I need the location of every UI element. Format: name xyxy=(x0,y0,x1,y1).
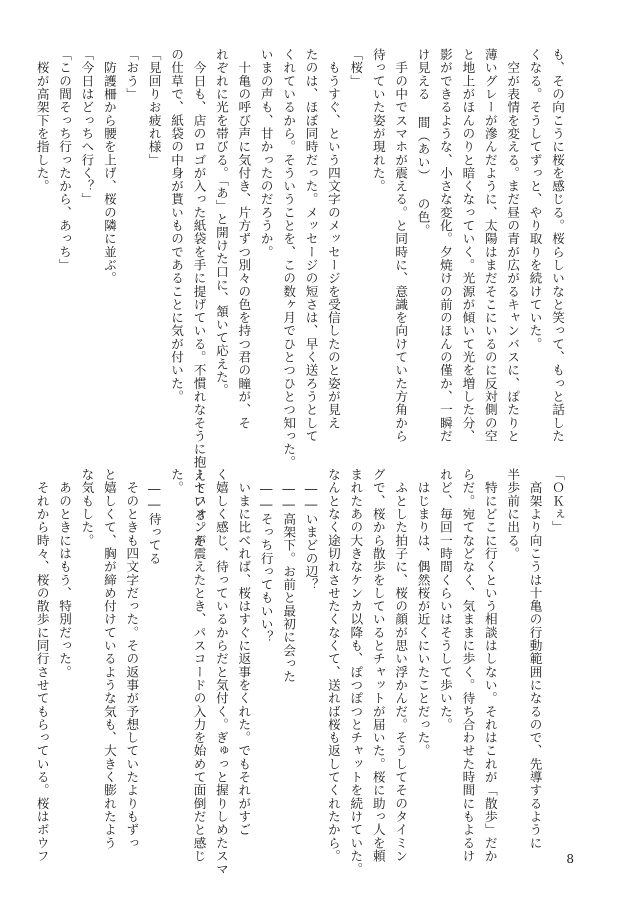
text-line: と地上がほんのりと暗くなっていく。光源が傾いて光を増した分、 xyxy=(460,48,476,443)
text-line: れぞれに光を帯びる。「あ」と開けた口に、頷いて応えた。 xyxy=(213,48,229,397)
text-line: ――待ってる xyxy=(146,468,162,565)
text-line: け見える 間（あい） の色。 xyxy=(415,48,431,237)
text-line: 高架より向こうは十亀の行動範囲になるので、先導するように xyxy=(527,468,543,850)
text-line: 桜が高架下を指した。 xyxy=(34,48,50,193)
text-line: の仕草で、紙袋の中身が貰いものであることに気が付いた。 xyxy=(169,48,185,404)
text-line: まれたあの大きなケンカ以降も、ぽつぽつとチャットを続けていた。 xyxy=(348,468,364,876)
text-line: ――高架下。お前と最初に会った xyxy=(281,468,297,684)
text-line: 「桜」 xyxy=(348,48,364,88)
text-line: と嬉しくて、胸が締め付けているような気も、大きく膨れたよう xyxy=(101,468,117,850)
bottom-text-block xyxy=(34,468,568,876)
text-line: ふとした拍子に、桜の顔が思い浮かんだ。そうしてそのタイミン xyxy=(393,468,409,863)
text-line: な気もした。 xyxy=(79,468,95,547)
text-line: ――いまどの辺？ xyxy=(303,468,319,592)
text-line: たのは、ほぼ同時だった。メッセージの短さは、早く送ろうとして xyxy=(303,48,319,443)
page-number: 8 xyxy=(566,852,574,866)
text-line: なんとなく途切れさせたくなくて、送れば桜も返してくれたから。 xyxy=(325,468,341,863)
text-line: 「この間そっち行ったから、あっち」 xyxy=(57,48,73,272)
text-line: 待っていた姿が現れた。 xyxy=(370,48,386,193)
text-line: グで、桜から散歩をしているとチャットが届いた。桜に助っ人を頼 xyxy=(370,468,386,863)
text-line: くれているから。そういうことを、この数ヶ月でひとつひとつ知った。 xyxy=(281,48,297,469)
text-line: そのときも四文字だった。その返事が予想していたよりもずっ xyxy=(124,468,140,850)
text-line: 今日も、店のロゴが入った紙袋を手に提げている。不慣れなそうに抱えている。そ xyxy=(191,48,207,548)
text-line: 影ができるような、小さな変化。夕焼けの前のほんの僅か、一瞬だ xyxy=(437,48,453,443)
text-line: 手の中でスマホが震える。と同時に、意識を向けていた方角から xyxy=(393,48,409,443)
text-line: それから時々、桜の散歩に同行させてもらっている。桜はボウフ xyxy=(34,468,50,863)
text-line: 薄いグレーが滲んだように、太陽はまだそこにいるのに反対側の空 xyxy=(482,48,498,443)
text-line: 「今日はどっちへ行く？」 xyxy=(79,48,95,206)
text-line: あのときにはもう、特別だった。 xyxy=(57,468,73,679)
text-line: 空が表情を変える。まだ昼の青が広がるキャンバスに、ぽたりと xyxy=(505,48,521,443)
text-line: 特にどこに行くという相談はしない。それはこれが「散歩」だか xyxy=(482,468,498,863)
text-line: 半歩前に出る。 xyxy=(505,468,521,561)
text-line: はじまりは、偶然桜が近くにいたことだった。 xyxy=(415,468,431,758)
text-line: く嬉しく感じ、待っているからだと気付く。ぎゅっと握りしめたスマ xyxy=(213,468,229,876)
text-line: もうすぐ、という四文字のメッセージを受信したのと姿が見え xyxy=(325,48,341,430)
text-line: 「見回りお疲れ様」 xyxy=(146,48,162,167)
text-line: ――そっち行ってもいい？ xyxy=(258,468,274,644)
text-line: いまに比べれば、桜はすぐに返事をくれた。でもそれがすご xyxy=(236,468,252,837)
text-line: 防護柵から腰を上げ、桜の隣に並ぶ。 xyxy=(101,48,117,285)
text-line: も、その向こうに桜を感じる。桜らしいなと笑って、もっと話した xyxy=(550,48,565,443)
text-line: れど、毎回一時間くらいはそうして歩いた。 xyxy=(437,468,453,731)
text-line: らだ。宛てなどなく、気ままに歩く。待ち合わせた時間にもよるけ xyxy=(460,468,476,863)
text-line: 「おう」 xyxy=(124,48,140,101)
text-line: 「ＯＫぇ」 xyxy=(550,468,565,534)
text-line: くなる。そうしてずっと、やり取りを続けていた。 xyxy=(527,48,543,351)
text-line: ートフォンが震えたとき、パスコードの入力を始めて面倒だと感じ xyxy=(191,468,207,863)
text-line: いまの声も、甘かったのだろうか。 xyxy=(258,48,274,259)
text-line: 十亀の呼び声に気付き、片方ずつ別々の色を持つ君の瞳が、そ xyxy=(236,48,252,430)
text-line: た。 xyxy=(169,468,185,495)
